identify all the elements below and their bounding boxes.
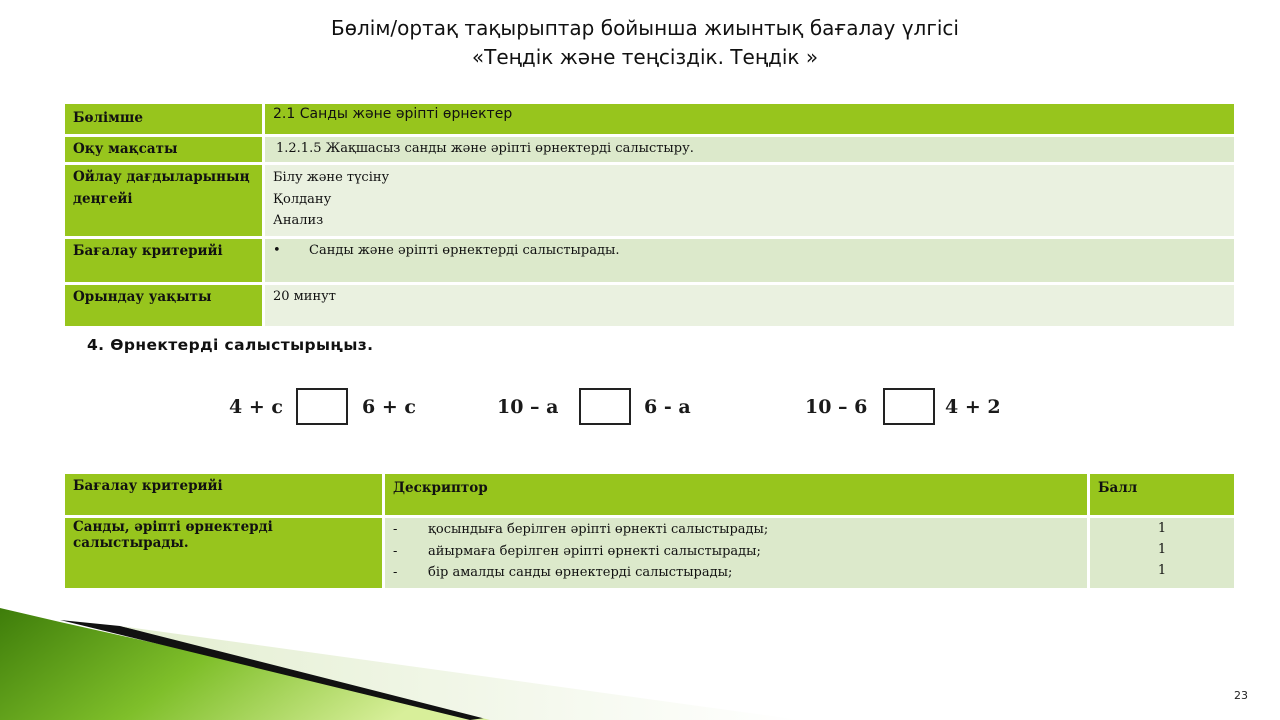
page-number: 23 xyxy=(1234,689,1248,702)
task-label: 4. Өрнектерді салыстырыңыз. xyxy=(87,336,374,354)
page-title xyxy=(0,14,1280,72)
table-row xyxy=(64,473,1236,517)
table-row xyxy=(64,103,1236,136)
list-item xyxy=(393,519,1079,541)
skill-item: Білу және түсіну xyxy=(273,170,390,185)
rubric-header-points: Балл xyxy=(1089,473,1236,517)
title-line-1: Бөлім/ортақ тақырыптар бойынша жиынтық бағалау үлгісі xyxy=(331,16,959,40)
comparison-box[interactable] xyxy=(579,388,631,425)
decorative-swoosh xyxy=(0,600,800,720)
rubric-header-criteria: Бағалау критерийі xyxy=(64,473,384,517)
table-row xyxy=(64,164,1236,238)
objective-value: 1.2.1.5 Жақшасыз санды және әріпті өрнектерді салыстыру. xyxy=(264,136,1236,164)
skill-item: Анализ xyxy=(273,213,324,228)
skills-value xyxy=(264,164,1236,238)
objective-label: Оқу мақсаты xyxy=(64,136,264,164)
comparison-box[interactable] xyxy=(296,388,348,425)
time-label: Орындау уақыты xyxy=(64,283,264,327)
point-value: 1 xyxy=(1157,563,1167,578)
expression-left: 10 – 6 xyxy=(805,396,868,418)
section-value: 2.1 Санды және әріпті өрнектер xyxy=(264,103,1236,136)
criteria-label: Бағалау критерийі xyxy=(64,237,264,283)
table-row xyxy=(64,283,1236,327)
expression-right: 4 + 2 xyxy=(945,396,1001,418)
comparison-box[interactable] xyxy=(883,388,935,425)
criteria-value xyxy=(264,237,1236,283)
point-value: 1 xyxy=(1157,521,1167,536)
section-label: Бөлімше xyxy=(64,103,264,136)
title-line-2: «Теңдік және теңсіздік. Теңдік » xyxy=(471,45,819,69)
descriptor-text: айырмаға берілген әріпті өрнекті салыстырады; xyxy=(428,543,761,559)
point-value: 1 xyxy=(1157,542,1167,557)
descriptor-text: бір амалды санды өрнектерді салыстырады; xyxy=(428,565,733,580)
rubric-criterion: Санды, әріпті өрнектерді салыстырады. xyxy=(64,517,384,590)
dash: - xyxy=(393,543,398,559)
rubric-descriptors xyxy=(384,517,1089,590)
expression-right: 6 - a xyxy=(644,396,691,418)
list-item xyxy=(393,541,1079,563)
table-row xyxy=(64,136,1236,164)
rubric-table xyxy=(62,471,1237,591)
expression-left: 4 + c xyxy=(229,396,283,418)
criteria-text: Санды және әріпті өрнектерді салыстырады. xyxy=(309,242,620,258)
list-item xyxy=(393,562,1079,584)
table-row xyxy=(64,237,1236,283)
skill-item: Қолдану xyxy=(273,191,332,207)
table-row xyxy=(64,517,1236,590)
time-value: 20 минут xyxy=(264,283,1236,327)
rubric-header-descriptor: Дескриптор xyxy=(384,473,1089,517)
rubric-points xyxy=(1089,517,1236,590)
descriptor-text: қосындыға берілген әріпті өрнекті салыстырады; xyxy=(428,522,769,537)
skills-label: Ойлау дағдыларының деңгейі xyxy=(64,164,264,238)
info-table xyxy=(62,101,1237,329)
dash: - xyxy=(393,565,398,580)
dash: - xyxy=(393,522,398,537)
bullet-icon: • xyxy=(273,242,281,258)
expression-right: 6 + c xyxy=(362,396,416,418)
expression-left: 10 – a xyxy=(497,396,559,418)
